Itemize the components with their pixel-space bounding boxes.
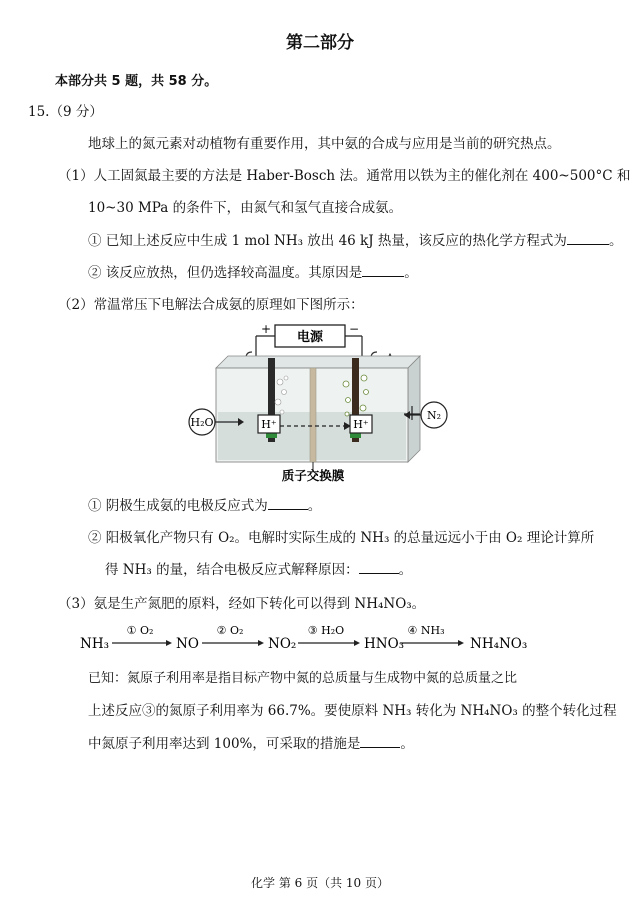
part2-item1-text: ① 阴极生成氨的电极反应式为 [88, 498, 268, 514]
definition-note: 已知：氮原子利用率是指目标产物中氮的总质量与生成物中氮的总质量之比 [88, 671, 518, 686]
h-plus-left: H⁺ [261, 418, 277, 431]
period: 。 [400, 736, 414, 752]
page-title: 第二部分 [286, 33, 354, 53]
part2-line1: （2）常温常压下电解法合成氨的原理如下图所示： [58, 297, 364, 313]
chain-species-4: HNO₃ [364, 636, 405, 652]
chain-reagent-3: ③ H₂O [307, 624, 345, 637]
part1-line1: （1）人工固氮最主要的方法是 Haber-Bosch 法。通常用以铁为主的催化剂在 400~500°C 和 [58, 168, 631, 184]
section-intro: 本部分共 5 题，共 58 分。 [55, 74, 218, 89]
plus-sign: + [260, 322, 272, 336]
part1-item2-text: ② 该反应放热，但仍选择较高温度。其原因是 [88, 265, 363, 281]
answer-blank[interactable] [360, 735, 400, 748]
part2-item1 [88, 494, 321, 514]
period: 。 [398, 562, 413, 578]
part2-item2-line1: ② 阳极氧化产物只有 O₂。电解时实际生成的 NH₃ 的总量远远小于由 O₂ 理论计算所 [88, 530, 595, 546]
h-plus-right: H⁺ [353, 418, 369, 431]
chain-reagent-2: ② O₂ [216, 624, 244, 637]
part2-item2-text: 得 NH₃ 的量，结合电极反应式解释原因： [105, 562, 359, 578]
part1-item1: ① 已知上述反应中生成 1 mol NH₃ 放出 46 kJ 热量，该反应的热化学方程式为 。 [88, 233, 623, 249]
part1-item1-text: ① 已知上述反应中生成 1 mol NH₃ 放出 46 kJ 热量，该反应的热化学方程式为 [88, 233, 567, 249]
tank-top [216, 356, 420, 368]
reaction-chain [80, 620, 580, 656]
n2-label: N₂ [426, 409, 442, 422]
chain-species-1: NH₃ [80, 636, 109, 652]
chain-species-3: NO₂ [268, 636, 297, 652]
power-label: 电源 [296, 330, 324, 345]
part3-line3-text: 中氮原子利用率达到 100%，可采取的措施是 [88, 736, 361, 752]
part3-line3 [88, 732, 414, 752]
electrolysis-diagram [180, 320, 460, 482]
part3-line1: （3）氨是生产氮肥的原料，经如下转化可以得到 NH₄NO₃。 [58, 596, 426, 612]
answer-blank[interactable] [268, 497, 308, 510]
question-stem: 地球上的氮元素对动植物有重要作用，其中氨的合成与应用是当前的研究热点。 [88, 136, 561, 152]
part1-item2 [88, 261, 418, 281]
h2o-label: H₂O [190, 416, 214, 429]
proton-exchange-membrane [310, 368, 316, 462]
chain-reagent-1: ① O₂ [126, 624, 154, 637]
chain-reagent-4: ④ NH₃ [407, 624, 445, 637]
answer-blank[interactable] [362, 264, 404, 277]
period: 。 [307, 498, 322, 514]
minus-sign: − [348, 322, 360, 336]
answer-blank[interactable] [567, 232, 609, 245]
membrane-label: 质子交换膜 [281, 468, 345, 482]
chain-species-2: NO [176, 636, 199, 652]
page-footer: 化学 第 6 页（共 10 页） [251, 876, 389, 890]
question-number: 15.（9 分） [28, 104, 103, 120]
period: 。 [404, 265, 418, 281]
part3-line2: 上述反应③的氮原子利用率为 66.7%。要使原料 NH₃ 转化为 NH₄NO₃ 的整个转化过程 [88, 703, 617, 719]
answer-blank[interactable] [359, 561, 399, 574]
part2-item2-line2 [105, 558, 412, 578]
chain-species-5: NH₄NO₃ [470, 636, 528, 652]
tank-side [408, 356, 420, 462]
part1-line2: 10~30 MPa 的条件下，由氮气和氢气直接合成氨。 [88, 200, 403, 216]
